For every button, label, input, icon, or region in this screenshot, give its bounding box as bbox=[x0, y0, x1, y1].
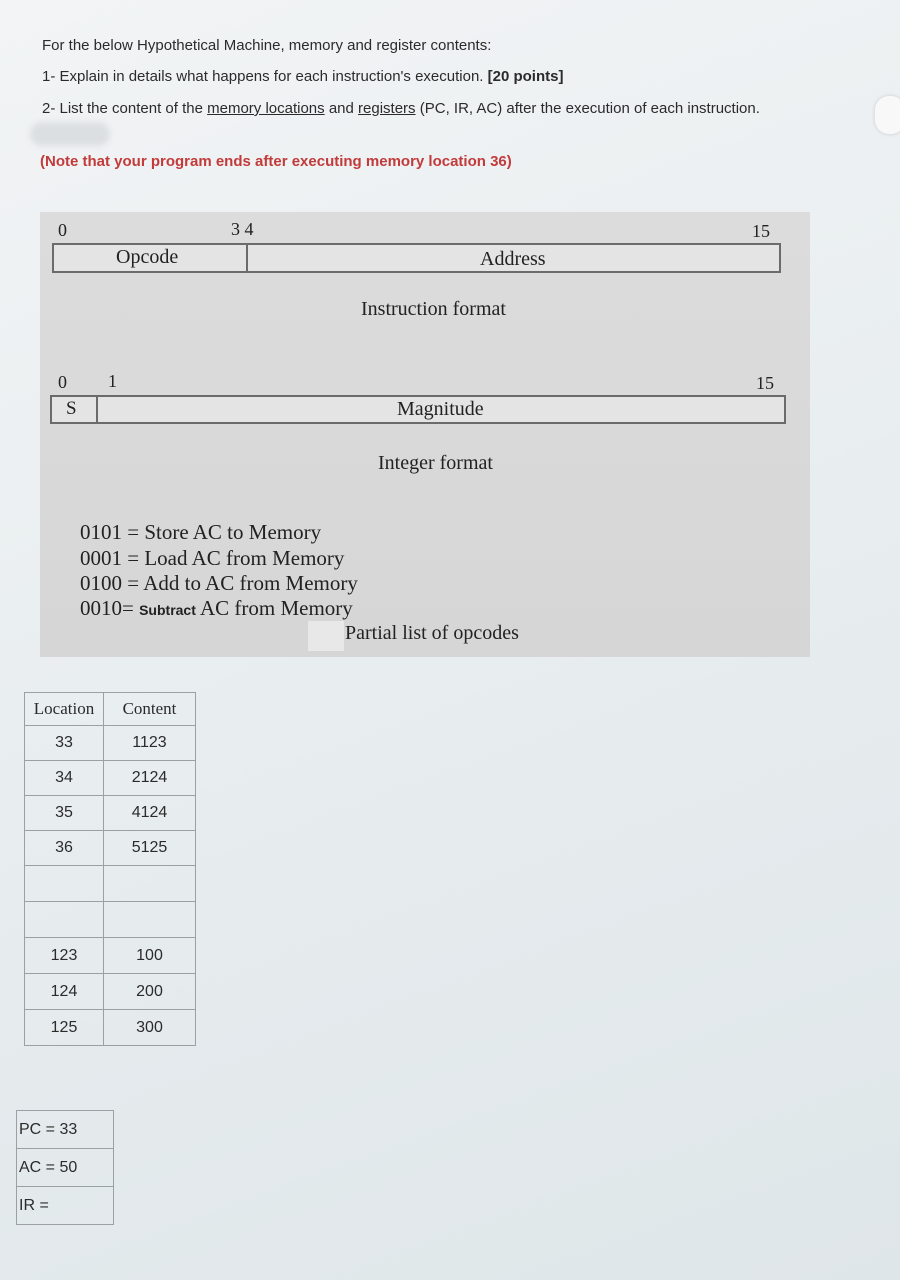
item2-prefix: 2- List the content of the bbox=[42, 100, 203, 117]
edge-blob bbox=[875, 96, 900, 134]
instruction-format-caption: Instruction format bbox=[361, 298, 506, 320]
content-cell bbox=[104, 866, 196, 902]
registers-table bbox=[16, 1110, 114, 1225]
question-intro: For the below Hypothetical Machine, memory and register contents: bbox=[42, 37, 492, 54]
instr-field-divider bbox=[246, 243, 248, 273]
table-row bbox=[25, 726, 196, 761]
location-cell: 36 bbox=[25, 831, 104, 866]
opcode-item: 0101 = Store AC to Memory bbox=[80, 520, 322, 544]
location-cell: 33 bbox=[25, 726, 104, 761]
question-item-1 bbox=[42, 68, 563, 85]
int-field-divider bbox=[96, 395, 98, 424]
content-header: Content bbox=[104, 693, 196, 726]
address-field: Address bbox=[480, 248, 546, 270]
opcode-item: 0001 = Load AC from Memory bbox=[80, 546, 345, 570]
redacted-mark bbox=[30, 122, 110, 146]
location-cell: 125 bbox=[25, 1010, 104, 1046]
int-bit-15: 15 bbox=[756, 373, 774, 393]
content-cell: 1123 bbox=[104, 726, 196, 761]
table-row bbox=[25, 974, 196, 1010]
integer-format-caption: Integer format bbox=[378, 452, 493, 474]
question-item-2 bbox=[42, 100, 760, 117]
table-row bbox=[25, 938, 196, 974]
location-cell: 34 bbox=[25, 761, 104, 796]
item2-mid: and bbox=[328, 100, 354, 117]
table-row bbox=[25, 866, 196, 902]
instr-bit-3-4: 3 4 bbox=[231, 219, 254, 239]
location-cell bbox=[25, 866, 104, 902]
opcode-field: Opcode bbox=[116, 246, 179, 268]
register-row bbox=[17, 1149, 114, 1187]
registers-link: registers bbox=[358, 100, 416, 117]
item2-suffix: (PC, IR, AC) after the execution of each instruction. bbox=[419, 100, 760, 117]
location-cell bbox=[25, 902, 104, 938]
opcodes-caption: Partial list of opcodes bbox=[345, 622, 519, 644]
content-cell bbox=[104, 902, 196, 938]
table-row bbox=[25, 1010, 196, 1046]
int-bit-0: 0 bbox=[58, 372, 67, 392]
content-cell: 100 bbox=[104, 938, 196, 974]
ac-register: AC = 50 bbox=[17, 1149, 114, 1187]
instr-bit-15: 15 bbox=[752, 221, 770, 241]
location-cell: 123 bbox=[25, 938, 104, 974]
opcode-item: 0010= Subtract AC from Memory bbox=[80, 596, 353, 620]
item1-points: [20 points] bbox=[487, 68, 564, 85]
magnitude-field: Magnitude bbox=[397, 398, 484, 420]
location-cell: 35 bbox=[25, 796, 104, 831]
white-patch bbox=[308, 621, 344, 651]
content-cell: 200 bbox=[104, 974, 196, 1010]
content-cell: 2124 bbox=[104, 761, 196, 796]
table-row bbox=[25, 831, 196, 866]
instr-bit-0: 0 bbox=[58, 220, 67, 240]
memory-header-row bbox=[25, 693, 196, 726]
location-cell: 124 bbox=[25, 974, 104, 1010]
sign-field: S bbox=[66, 398, 77, 419]
table-row bbox=[25, 761, 196, 796]
table-row bbox=[25, 902, 196, 938]
table-row bbox=[25, 796, 196, 831]
memory-locations-link: memory locations bbox=[207, 100, 325, 117]
register-row bbox=[17, 1111, 114, 1149]
content-cell: 5125 bbox=[104, 831, 196, 866]
content-cell: 300 bbox=[104, 1010, 196, 1046]
ir-register: IR = bbox=[17, 1187, 114, 1225]
content-cell: 4124 bbox=[104, 796, 196, 831]
opcode-item: 0100 = Add to AC from Memory bbox=[80, 571, 358, 595]
register-row bbox=[17, 1187, 114, 1225]
program-note: (Note that your program ends after executing memory location 36) bbox=[40, 153, 512, 170]
item1-text: 1- Explain in details what happens for each instruction's execution. bbox=[42, 68, 484, 85]
memory-table bbox=[24, 692, 196, 1046]
location-header: Location bbox=[25, 693, 104, 726]
pc-register: PC = 33 bbox=[17, 1111, 114, 1149]
int-bit-1: 1 bbox=[108, 371, 117, 391]
